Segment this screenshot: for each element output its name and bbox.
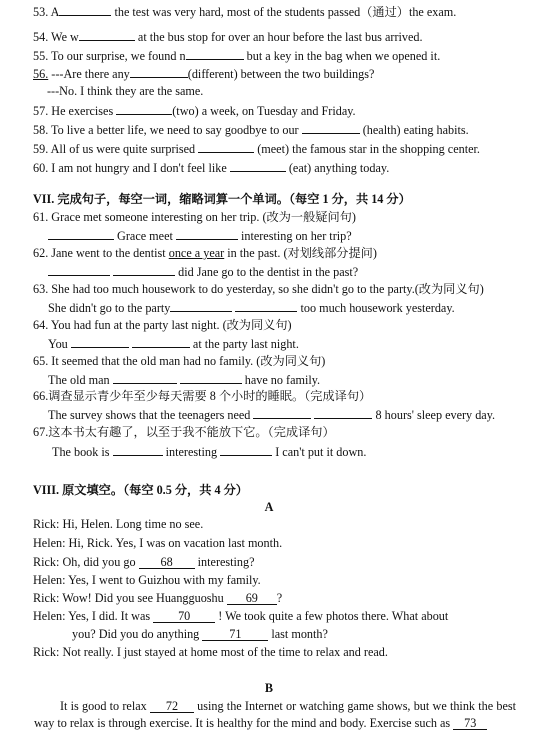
- dialog-line-1: Rick: Hi, Helen. Long time no see.: [33, 517, 204, 531]
- dialog-line-7: you? Did you do anything 71 last month?: [72, 627, 328, 641]
- blank-68[interactable]: 68: [139, 556, 195, 569]
- blank-60[interactable]: [230, 160, 286, 172]
- section-7-heading: VII. 完成句子，每空一词，缩略词算一个单词。（每空 1 分，共 14 分）: [33, 192, 411, 206]
- answer-64: You at the party last night.: [48, 337, 299, 351]
- blank-65a[interactable]: [113, 372, 177, 384]
- question-65: 65. It seemed that the old man had no family. (改为同义句): [33, 354, 326, 368]
- blank-62a[interactable]: [48, 264, 110, 276]
- dialog-line-3: Rick: Oh, did you go 68 interesting?: [33, 555, 255, 569]
- blank-56[interactable]: [130, 66, 188, 78]
- blank-64a[interactable]: [71, 336, 129, 348]
- question-62: 62. Jane went to the dentist once a year in the past. (对划线部分提问): [33, 246, 377, 260]
- blank-62b[interactable]: [113, 264, 175, 276]
- answer-56: ---No. I think they are the same.: [47, 84, 204, 98]
- question-54: 54. We w at the bus stop for over an hour before the last bus arrived.: [33, 30, 423, 44]
- blank-55[interactable]: [186, 48, 244, 60]
- blank-59[interactable]: [198, 141, 254, 153]
- dialog-line-8: Rick: Not really. I just stayed at home most of the time to relax and read.: [33, 645, 388, 659]
- answer-61: Grace meet interesting on her trip?: [48, 228, 352, 243]
- blank-67b[interactable]: [220, 444, 272, 456]
- answer-67: The book is interesting I can't put it down.: [52, 445, 367, 459]
- blank-67a[interactable]: [113, 444, 163, 456]
- question-58: 58. To live a better life, we need to say goodbye to our (health) eating habits.: [33, 123, 469, 137]
- part-b-label: B: [264, 681, 274, 695]
- question-55: 55. To our surprise, we found n but a key in the bag when we opened it.: [33, 49, 441, 63]
- question-57: 57. He exercises (two) a week, on Tuesday and Friday.: [33, 104, 356, 118]
- blank-54[interactable]: [79, 29, 135, 41]
- section-8-heading: VIII. 原文填空。（每空 0.5 分，共 4 分）: [33, 483, 248, 497]
- blank-61b[interactable]: [176, 228, 238, 240]
- blank-70[interactable]: 70: [153, 610, 215, 623]
- question-64: 64. You had fun at the party last night. (改为同义句): [33, 318, 292, 332]
- blank-64b[interactable]: [132, 336, 190, 348]
- part-a-label: A: [264, 500, 274, 514]
- passage-b: It is good to relax 72 using the Internet or watching game shows, but we think the best way to relax is through exercise. It is healthy for the mind and body. Exercise such as 73: [34, 699, 516, 730]
- dialog-line-5: Rick: Wow! Did you see Huangguoshu 69 ?: [33, 591, 283, 605]
- blank-65b[interactable]: [180, 372, 242, 384]
- blank-72[interactable]: 72: [150, 700, 194, 713]
- blank-66b[interactable]: [314, 407, 372, 419]
- question-66: 66.调查显示青少年至少每天需要 8 个小时的睡眠。（完成译句）: [33, 389, 372, 403]
- blank-73[interactable]: 73: [453, 717, 487, 730]
- blank-71[interactable]: 71: [202, 628, 268, 641]
- blank-58[interactable]: [302, 122, 360, 134]
- answer-66: The survey shows that the teenagers need 8 hours' sleep every day.: [48, 408, 496, 422]
- answer-65: The old man have no family.: [48, 373, 321, 387]
- question-60: 60. I am not hungry and I don't feel like (eat) anything today.: [33, 161, 390, 175]
- answer-63: She didn't go to the party too much housework yesterday.: [48, 301, 455, 315]
- dialog-line-6: Helen: Yes, I did. It was 70 ! We took quite a few photos there. What about: [33, 609, 449, 623]
- dialog-line-2: Helen: Hi, Rick. Yes, I was on vacation last month.: [33, 536, 283, 550]
- blank-61a[interactable]: [48, 228, 114, 240]
- blank-69[interactable]: 69: [227, 592, 277, 605]
- blank-63b[interactable]: [235, 300, 297, 312]
- blank-57[interactable]: [116, 103, 172, 115]
- blank-53[interactable]: [59, 4, 111, 16]
- dialog-line-4: Helen: Yes, I went to Guizhou with my family.: [33, 573, 261, 587]
- question-56: 56. ---Are there any (different) between the two buildings?: [33, 67, 375, 81]
- question-63: 63. She had too much housework to do yesterday, so she didn't go to the party.(改为同义句): [33, 282, 484, 296]
- blank-63a[interactable]: [170, 300, 232, 312]
- blank-66a[interactable]: [253, 407, 311, 419]
- question-61: 61. Grace met someone interesting on her trip. (改为一般疑问句): [33, 210, 356, 224]
- question-59: 59. All of us were quite surprised (meet) the famous star in the shopping center.: [33, 142, 480, 156]
- question-53: 53. A the test was very hard, most of the students passed（通过）the exam.: [33, 5, 457, 19]
- question-67: 67.这本书太有趣了，以至于我不能放下它。（完成译句）: [33, 425, 335, 439]
- answer-62: did Jane go to the dentist in the past?: [48, 264, 358, 279]
